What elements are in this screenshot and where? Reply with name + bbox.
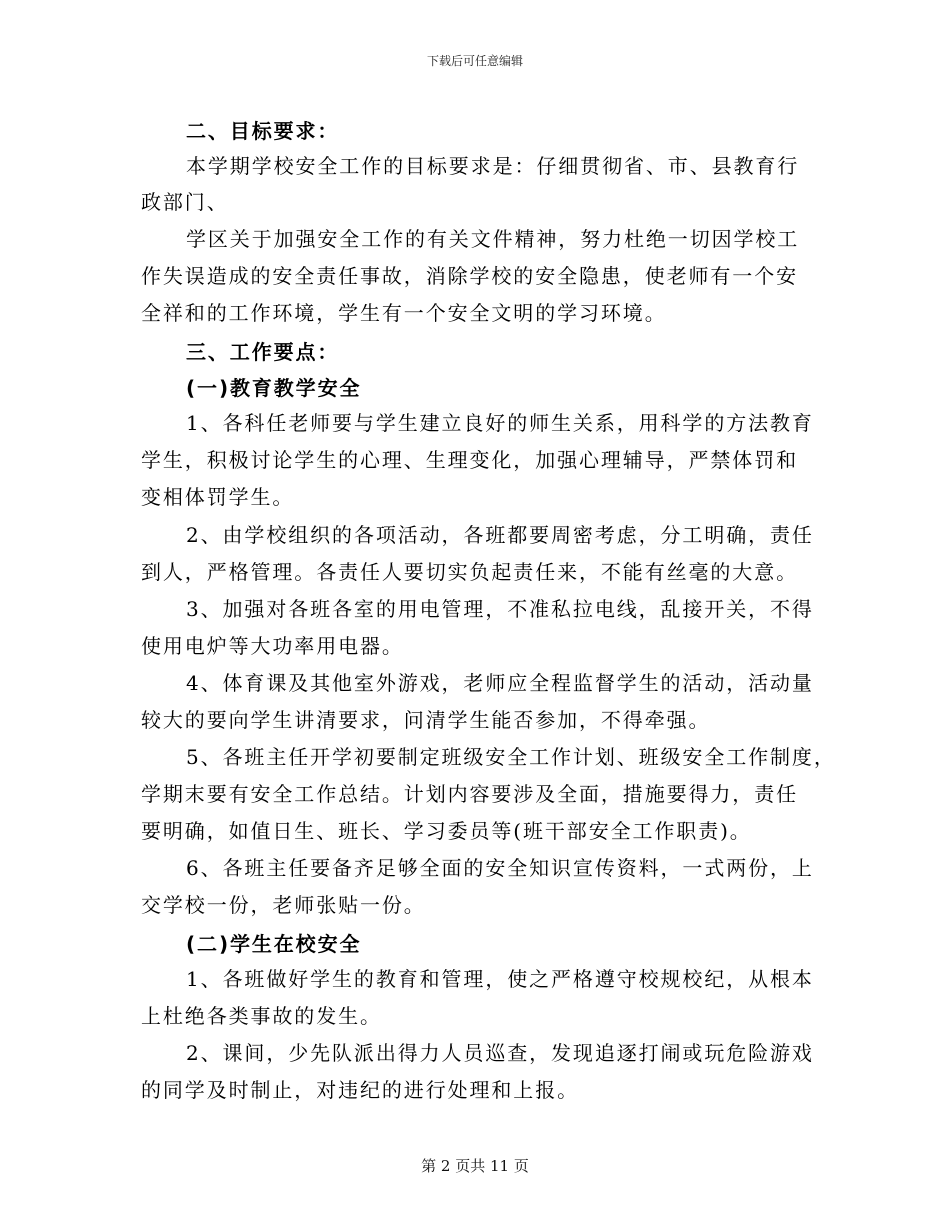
- paragraph-line: 学期末要有安全工作总结。计划内容要涉及全面，措施要得力，责任: [141, 782, 798, 806]
- paragraph-line: 上杜绝各类事故的发生。: [141, 1004, 382, 1028]
- section-heading: 二、目标要求：: [186, 119, 340, 143]
- paragraph-line: 4、体育课及其他室外游戏，老师应全程监督学生的活动，活动量: [186, 671, 814, 695]
- paragraph-line: 使用电炉等大功率用电器。: [141, 634, 404, 658]
- paragraph-line: 3、加强对各班各室的用电管理，不准私拉电线，乱接开关，不得: [186, 597, 814, 621]
- paragraph-line: 2、课间，少先队派出得力人员巡查，发现追逐打闹或玩危险游戏: [186, 1041, 814, 1065]
- paragraph-line: 5、各班主任开学初要制定班级安全工作计划、班级安全工作制度，: [186, 745, 836, 769]
- paragraph-line: 1、各班做好学生的教育和管理，使之严格遵守校规校纪，从根本: [186, 967, 814, 991]
- paragraph-line: 的同学及时制止，对违纪的进行处理和上报。: [141, 1078, 579, 1102]
- paragraph-line: 政部门、: [141, 190, 229, 214]
- subsection-heading: (二)学生在校安全: [186, 932, 362, 956]
- paragraph-line: 2、由学校组织的各项活动，各班都要周密考虑，分工明确，责任: [186, 523, 814, 547]
- paragraph-line: 6、各班主任要备齐足够全面的安全知识宣传资料，一式两份，上: [186, 856, 814, 880]
- section-heading: 三、工作要点：: [186, 340, 340, 364]
- paragraph-line: 变相体罚学生。: [141, 485, 295, 509]
- paragraph-line: 较大的要向学生讲清要求，问清学生能否参加，不得牵强。: [141, 708, 711, 732]
- paragraph-line: 学生，积极讨论学生的心理、生理变化，加强心理辅导，严禁体罚和: [141, 448, 798, 472]
- paragraph-line: 作失误造成的安全责任事故，消除学校的安全隐患，使老师有一个安: [141, 264, 798, 288]
- paragraph-line: 本学期学校安全工作的目标要求是：仔细贯彻省、市、县教育行: [186, 154, 800, 178]
- paragraph-line: 1、各科任老师要与学生建立良好的师生关系，用科学的方法教育: [186, 411, 814, 435]
- paragraph-line: 交学校一份，老师张贴一份。: [141, 893, 426, 917]
- paragraph-line: 学区关于加强安全工作的有关文件精神，努力杜绝一切因学校工: [186, 227, 800, 251]
- paragraph-line: 到人，严格管理。各责任人要切实负起责任来，不能有丝毫的大意。: [141, 560, 798, 584]
- page-header: 下载后可任意编辑: [426, 54, 523, 68]
- page-footer: 第 2 页共 11 页: [421, 1157, 529, 1175]
- paragraph-line: 要明确，如值日生、班长、学习委员等(班干部安全工作职责)。: [141, 819, 752, 843]
- paragraph-line: 全祥和的工作环境，学生有一个安全文明的学习环境。: [141, 301, 667, 325]
- subsection-heading: (一)教育教学安全: [186, 376, 362, 400]
